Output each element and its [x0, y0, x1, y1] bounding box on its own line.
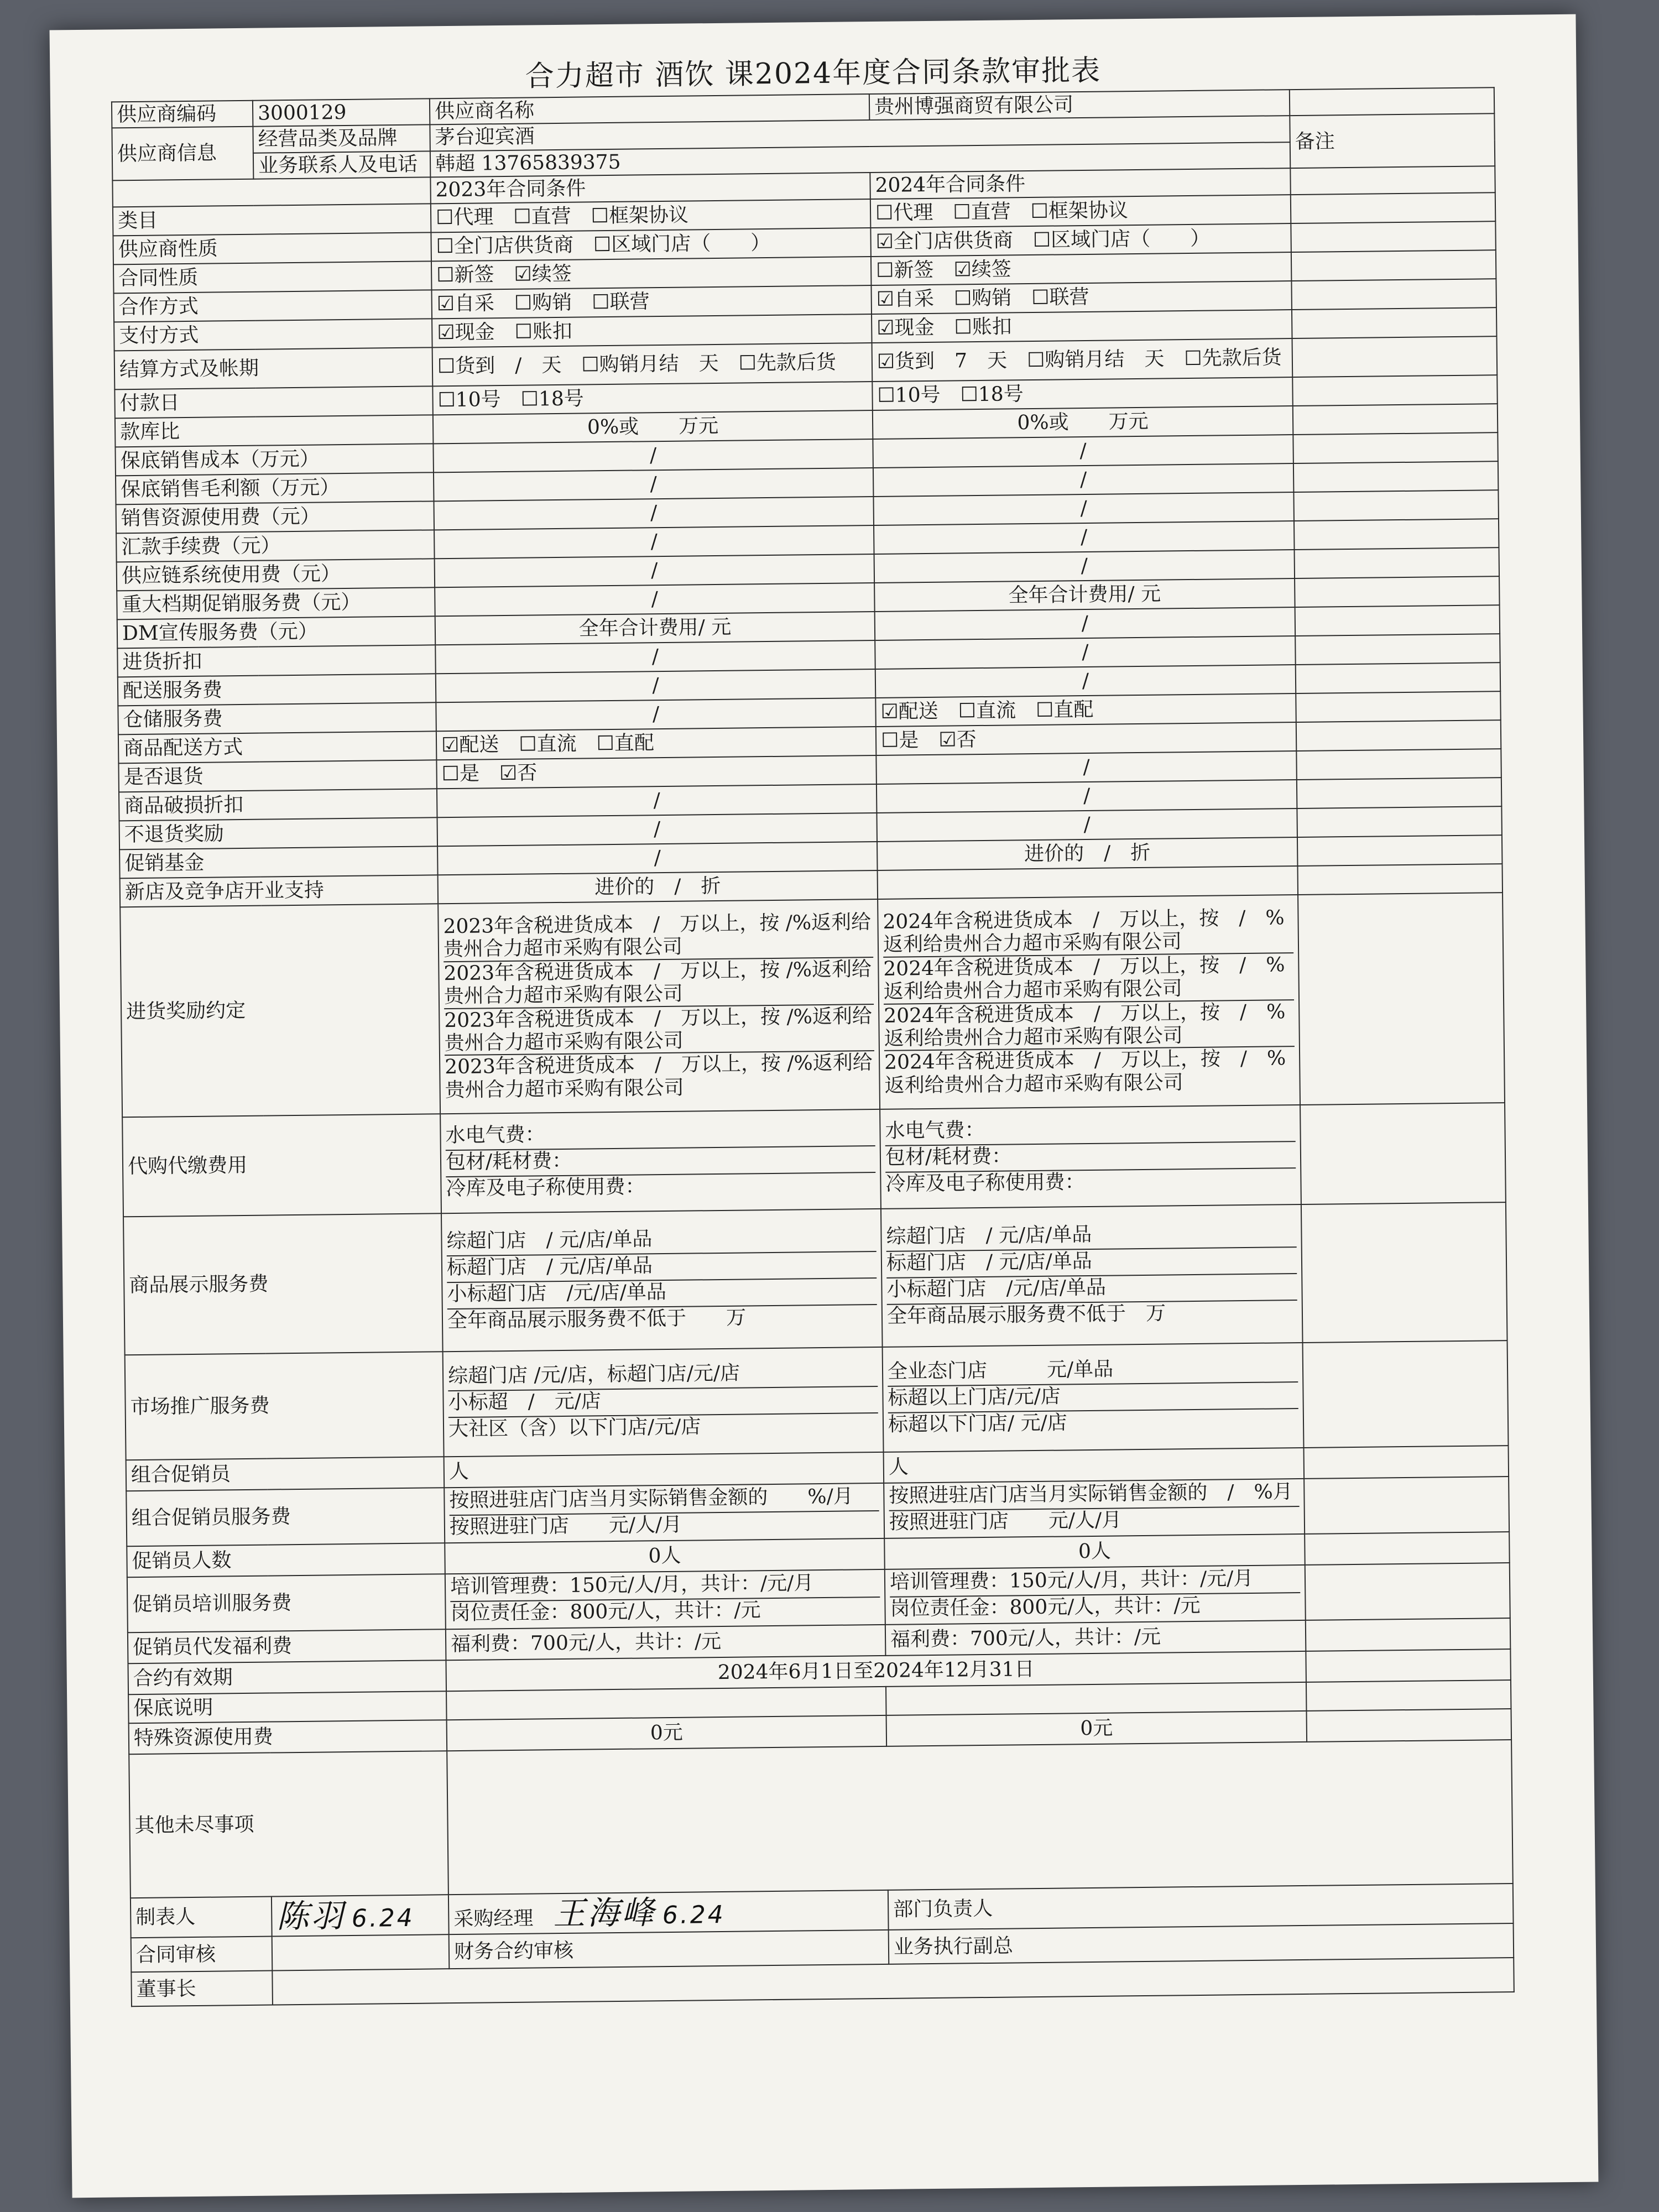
- value-2024: 进价的 / 折: [877, 837, 1298, 870]
- value-2024: /: [875, 636, 1296, 669]
- row-label: 商品配送方式: [118, 731, 437, 763]
- welfare-2024: 福利费：700元/人，共计：/元: [885, 1620, 1306, 1655]
- promoter-fee-2023: [444, 1483, 884, 1542]
- remarks-cell: [1297, 806, 1502, 837]
- welfare-2023: 福利费：700元/人，共计：/元: [446, 1624, 886, 1660]
- guarantee-2023: [446, 1686, 886, 1719]
- value-2023: /: [433, 439, 873, 472]
- proxy-2023: [440, 1109, 881, 1213]
- value-2024: /: [875, 607, 1296, 640]
- remarks-cell: [1291, 279, 1496, 310]
- display-2023-line: 标超门店 / 元/店/单品: [447, 1251, 877, 1282]
- row-label: 类目: [113, 204, 431, 236]
- remarks-cell: [1304, 1477, 1509, 1534]
- special-label: 特殊资源使用费: [129, 1720, 447, 1754]
- value-2024: /: [874, 521, 1295, 554]
- row-label: DM宣传服务费（元）: [117, 616, 436, 648]
- row-label: 支付方式: [114, 319, 432, 351]
- row-label: 新店及竞争店开业支持: [120, 875, 439, 907]
- remarks-cell: [1306, 1618, 1511, 1651]
- value-2023: /: [435, 640, 875, 674]
- row-label: 保底销售成本（万元）: [115, 444, 434, 476]
- promoter-fee-2024-line: 按照进驻门店 元/人/月: [889, 1506, 1300, 1537]
- remarks-cell: [1293, 404, 1498, 435]
- value-2024: 全年合计费用/ 元: [874, 578, 1295, 612]
- proxy-label: 代购代缴费用: [122, 1114, 441, 1217]
- form-row: [129, 1740, 1513, 1898]
- supplier-name-label: 供应商名称: [430, 94, 869, 125]
- promoter-label: 组合促销员: [126, 1457, 445, 1491]
- promoter-fee-2024: [884, 1479, 1305, 1538]
- promoter-2023: 人: [444, 1452, 884, 1487]
- value-2024: /: [873, 435, 1293, 468]
- value-2024: 0%或 万元: [873, 406, 1293, 439]
- market-2024-line: 标超以上门店/元/店: [888, 1381, 1298, 1412]
- value-2023: 进价的 / 折: [438, 870, 878, 904]
- supplier-code-label: 供应商编码: [112, 101, 253, 128]
- value-2024: /: [877, 780, 1297, 813]
- remarks-cell: [1292, 375, 1498, 406]
- reward-2024-line: 2024年含税进货成本 / 万以上，按 / %返利给贵州合力超市采购有限公司: [884, 1046, 1295, 1097]
- remarks-cell: [1292, 336, 1498, 377]
- value-2024: /: [873, 492, 1294, 525]
- value-2023: /: [437, 842, 878, 875]
- value-2023: ☑现金 ☐账扣: [432, 314, 872, 347]
- market-2024-line: 全业态门店 元/单品: [887, 1358, 1114, 1383]
- promoter-fee-2024-line: 按照进驻店门店当月实际销售金额的 / %月: [889, 1480, 1293, 1507]
- form-row: [120, 893, 1505, 1117]
- guarantee-label: 保底说明: [128, 1691, 447, 1723]
- row-label: 款库比: [115, 415, 434, 447]
- supplier-info-label: 供应商信息: [112, 127, 253, 180]
- value-2023: /: [437, 784, 877, 817]
- market-2024-line: 标超以下门店/ 元/店: [888, 1408, 1298, 1439]
- value-2024: ☐10号 ☐18号: [872, 377, 1293, 410]
- row-label: 合同性质: [113, 261, 432, 293]
- category-value: 茅台迎宾酒: [430, 116, 1290, 151]
- remarks-cell: [1292, 307, 1497, 338]
- remarks-header: 备注: [1290, 114, 1495, 169]
- row-label: 供应商性质: [113, 232, 431, 264]
- form-row: [122, 1103, 1506, 1217]
- display-2024: [881, 1204, 1303, 1347]
- remarks-cell: [1296, 720, 1501, 751]
- proxy-2023-line: 包材/耗材费：: [446, 1145, 875, 1176]
- dept-label: 部门负责人: [888, 1884, 1514, 1931]
- value-2024: /: [877, 808, 1297, 842]
- value-2024: ☑现金 ☐账扣: [872, 310, 1292, 343]
- remarks-cell: [1293, 461, 1499, 492]
- maker-label: 制表人: [131, 1896, 272, 1938]
- reward-2024-line: 2024年含税进货成本 / 万以上，按 / %返利给贵州合力超市采购有限公司: [884, 999, 1295, 1051]
- value-2023: ☐代理 ☐直营 ☐框架协议: [431, 199, 871, 232]
- training-2023: [445, 1569, 885, 1629]
- other-label: 其他未尽事项: [129, 1751, 448, 1898]
- welfare-label: 促销员代发福利费: [128, 1629, 446, 1663]
- training-2024: [885, 1565, 1306, 1625]
- training-2023-line: 培训管理费：150元/人/月，共计：/元/月: [450, 1571, 814, 1598]
- value-2023: /: [435, 583, 875, 616]
- remarks-cell: [1296, 662, 1501, 693]
- row-label: 商品破损折扣: [119, 789, 437, 821]
- reward-2023: [438, 899, 880, 1114]
- reward-2023-line: 2023年含税进货成本 / 万以上，按 /%返利给贵州合力超市采购有限公司: [443, 911, 872, 961]
- remarks-cell: [1297, 778, 1502, 808]
- training-2023-line: 岗位责任金：800元/人，共计：/元: [450, 1597, 880, 1627]
- promoter-count-2023: 0人: [445, 1538, 885, 1573]
- display-2024-line: 综超门店 / 元/店/单品: [886, 1223, 1092, 1248]
- row-label: 进货折扣: [117, 645, 436, 677]
- remarks-cell: [1296, 749, 1501, 780]
- header-2024: 2024年合同条件: [870, 168, 1290, 199]
- proxy-2023-line: 水电气费：: [445, 1123, 545, 1147]
- reward-2024-line: 2024年含税进货成本 / 万以上，按 / %返利给贵州合力超市采购有限公司: [883, 906, 1285, 957]
- remarks-cell: [1298, 893, 1505, 1105]
- market-2023-line: 综超门店 /元/店，标超门店/元/店: [447, 1361, 740, 1387]
- market-2024: [883, 1343, 1304, 1452]
- promoter-fee-2023-line: 按照进驻门店 元/人/月: [450, 1510, 879, 1541]
- value-2023: 全年合计费用/ 元: [435, 612, 875, 645]
- value-2024: ☐代理 ☐直营 ☐框架协议: [870, 195, 1291, 228]
- validity-value: 2024年6月1日至2024年12月31日: [446, 1651, 1306, 1691]
- display-label: 商品展示服务费: [123, 1213, 443, 1355]
- remarks-blank: [1290, 87, 1494, 116]
- approval-form-sheet: [50, 14, 1599, 2198]
- remarks-cell: [1306, 1649, 1511, 1682]
- maker-signature: [272, 1895, 449, 1937]
- proxy-2024-line: 冷库及电子称使用费：: [885, 1167, 1296, 1198]
- value-2023: ☑自采 ☐购销 ☐联营: [432, 285, 872, 319]
- contact-value: 韩超 13765839375: [430, 142, 1290, 178]
- market-2023-line: 小标超 / 元/店: [448, 1386, 878, 1417]
- remarks-cell: [1293, 432, 1498, 463]
- promoter-2024: 人: [884, 1448, 1305, 1483]
- value-2023: /: [436, 698, 876, 731]
- remarks-cell: [1290, 166, 1495, 194]
- value-2024: ☐新签 ☑续签: [871, 252, 1292, 285]
- market-2023: [443, 1347, 884, 1456]
- remarks-cell: [1305, 1532, 1510, 1565]
- display-2023: [441, 1208, 883, 1351]
- row-label: 配送服务费: [118, 674, 436, 706]
- value-2023: /: [437, 813, 877, 846]
- review-signature: [272, 1934, 450, 1970]
- row-label: 供应链系统使用费（元）: [117, 559, 435, 591]
- value-2023: ☐10号 ☐18号: [432, 382, 873, 415]
- remarks-cell: [1297, 835, 1503, 866]
- purchase-cell: [448, 1890, 889, 1934]
- value-2023: /: [434, 468, 874, 501]
- proxy-2024-line: 包材/耗材费：: [885, 1141, 1296, 1172]
- special-2023: 0元: [447, 1715, 887, 1750]
- row-label: 重大档期促销服务费（元）: [117, 587, 435, 619]
- maker-signature-ink: 陈羽: [276, 1896, 346, 1936]
- reward-label: 进货奖励约定: [120, 904, 440, 1117]
- review-label: 合同审核: [131, 1937, 273, 1973]
- header-2023: 2023年合同条件: [430, 173, 870, 204]
- value-2024: /: [874, 550, 1295, 583]
- proxy-2024: [880, 1105, 1301, 1209]
- value-2023: ☐是 ☑否: [436, 755, 877, 789]
- purchase-label: 采购经理: [453, 1907, 534, 1931]
- row-label: 促销基金: [119, 846, 438, 878]
- remarks-cell: [1295, 547, 1500, 578]
- training-2024-line: 培训管理费：150元/人/月，共计：/元/月: [889, 1567, 1254, 1594]
- reward-2023-line: 2023年含税进货成本 / 万以上，按 /%返利给贵州合力超市采购有限公司: [444, 957, 874, 1008]
- remarks-cell: [1291, 250, 1496, 281]
- form-row: [123, 1202, 1507, 1355]
- row-label: 仓储服务费: [118, 702, 436, 734]
- value-2024: ☐是 ☑否: [876, 722, 1297, 755]
- display-2024-line: 全年商品展示服务费不低于 万: [887, 1300, 1297, 1331]
- reward-2023-line: 2023年含税进货成本 / 万以上，按 /%返利给贵州合力超市采购有限公司: [444, 1004, 874, 1055]
- supplier-code-value: 3000129: [253, 98, 430, 127]
- value-2023: ☐全门店供货商 ☐区域门店（ ）: [431, 228, 871, 261]
- value-2023: ☐新签 ☑续签: [431, 257, 872, 290]
- row-label: 结算方式及帐期: [114, 347, 433, 389]
- reward-2024-line: 2024年含税进货成本 / 万以上，按 / %返利给贵州合力超市采购有限公司: [883, 952, 1294, 1004]
- special-2024: 0元: [886, 1710, 1307, 1746]
- training-2024-line: 岗位责任金：800元/人，共计：/元: [890, 1592, 1300, 1623]
- category-label: 经营品类及品牌: [253, 125, 430, 153]
- value-2023: 0%或 万元: [433, 410, 873, 444]
- display-2024-line: 标超门店 / 元/店/单品: [886, 1246, 1297, 1277]
- finance-label: 财务合约审核: [449, 1930, 889, 1969]
- value-2023: ☑配送 ☐直流 ☐直配: [436, 727, 877, 760]
- value-2024: ☑自采 ☐购销 ☐联营: [871, 281, 1292, 314]
- form-row: [125, 1340, 1509, 1460]
- market-label: 市场推广服务费: [125, 1352, 444, 1460]
- display-2023-line: 全年商品展示服务费不低于 万: [447, 1304, 877, 1335]
- remarks-cell: [1301, 1202, 1507, 1343]
- other-value: [447, 1740, 1513, 1895]
- remarks-cell: [1306, 1709, 1511, 1742]
- approval-table: [111, 87, 1515, 2007]
- value-2024: ☑全门店供货商 ☐区域门店（ ）: [870, 223, 1291, 257]
- display-2023-line: 小标超门店 /元/店/单品: [447, 1277, 877, 1308]
- value-2023: /: [435, 554, 875, 587]
- reward-2023-line: 2023年含税进货成本 / 万以上，按 /%返利给贵州合力超市采购有限公司: [445, 1050, 875, 1102]
- value-2024: /: [875, 665, 1296, 698]
- display-2024-line: 小标超门店 /元/店/单品: [886, 1273, 1297, 1304]
- row-label: 合作方式: [114, 290, 432, 322]
- row-label: 销售资源使用费（元）: [116, 501, 435, 533]
- remarks-cell: [1297, 864, 1503, 895]
- market-2023-line: 大社区（含）以下门店/元/店: [448, 1412, 878, 1443]
- remarks-cell: [1291, 221, 1496, 252]
- row-label: 是否退货: [118, 760, 437, 792]
- remarks-cell: [1293, 490, 1499, 521]
- value-2024: [878, 866, 1298, 899]
- remarks-cell: [1295, 576, 1500, 607]
- remarks-cell: [1303, 1340, 1509, 1448]
- value-2023: ☐货到 / 天 ☐购销月结 天 ☐先款后货: [432, 343, 873, 386]
- purchase-date: 6.24: [662, 1900, 726, 1929]
- remarks-cell: [1295, 634, 1500, 665]
- proxy-2023-line: 冷库及电子称使用费：: [446, 1172, 875, 1203]
- guarantee-2024: [886, 1682, 1307, 1715]
- value-2023: /: [436, 669, 876, 702]
- maker-date: 6.24: [351, 1903, 415, 1933]
- value-2023: /: [434, 525, 874, 559]
- training-label: 促销员培训服务费: [127, 1574, 446, 1632]
- value-2024: ☑配送 ☐直流 ☐直配: [875, 693, 1296, 727]
- row-label: 付款日: [114, 386, 433, 418]
- value-2024: /: [876, 751, 1297, 784]
- proxy-2024-line: 水电气费：: [885, 1118, 985, 1142]
- value-2024: /: [873, 463, 1294, 497]
- promoter-fee-label: 组合促销员服务费: [126, 1488, 445, 1546]
- supplier-name-value: 贵州博强商贸有限公司: [869, 90, 1290, 120]
- remarks-cell: [1300, 1103, 1506, 1204]
- remarks-cell: [1296, 691, 1501, 722]
- value-2024: ☑货到 7 天 ☐购销月结 天 ☐先款后货: [872, 338, 1293, 382]
- promoter-count-2024: 0人: [884, 1534, 1305, 1569]
- display-2023-line: 综超门店 / 元/店/单品: [446, 1227, 653, 1253]
- chairman-label: 董事长: [131, 1971, 273, 2007]
- validity-label: 合约有效期: [128, 1660, 446, 1694]
- vp-label: 业务执行副总: [889, 1923, 1514, 1964]
- remarks-cell: [1294, 519, 1499, 550]
- row-label: 不退货奖励: [119, 817, 438, 849]
- blank-header: [112, 178, 430, 207]
- row-label: 保底销售毛利额（万元）: [116, 472, 434, 504]
- remarks-cell: [1291, 192, 1496, 223]
- form-title: 合力超市 酒饮 课2024年度合同条款审批表: [525, 54, 1102, 93]
- contact-label: 业务联系人及电话: [253, 151, 430, 179]
- row-label: 汇款手续费（元）: [116, 530, 435, 562]
- promoter-count-label: 促销员人数: [127, 1543, 445, 1577]
- promoter-fee-2023-line: 按照进驻店门店当月实际销售金额的 %/月: [449, 1485, 853, 1512]
- value-2023: /: [434, 497, 874, 530]
- remarks-cell: [1304, 1446, 1509, 1479]
- remarks-cell: [1306, 1680, 1511, 1711]
- remarks-cell: [1305, 1563, 1510, 1620]
- reward-2024: [878, 895, 1300, 1109]
- purchase-signature: 王海峰: [552, 1893, 656, 1932]
- remarks-cell: [1295, 605, 1500, 636]
